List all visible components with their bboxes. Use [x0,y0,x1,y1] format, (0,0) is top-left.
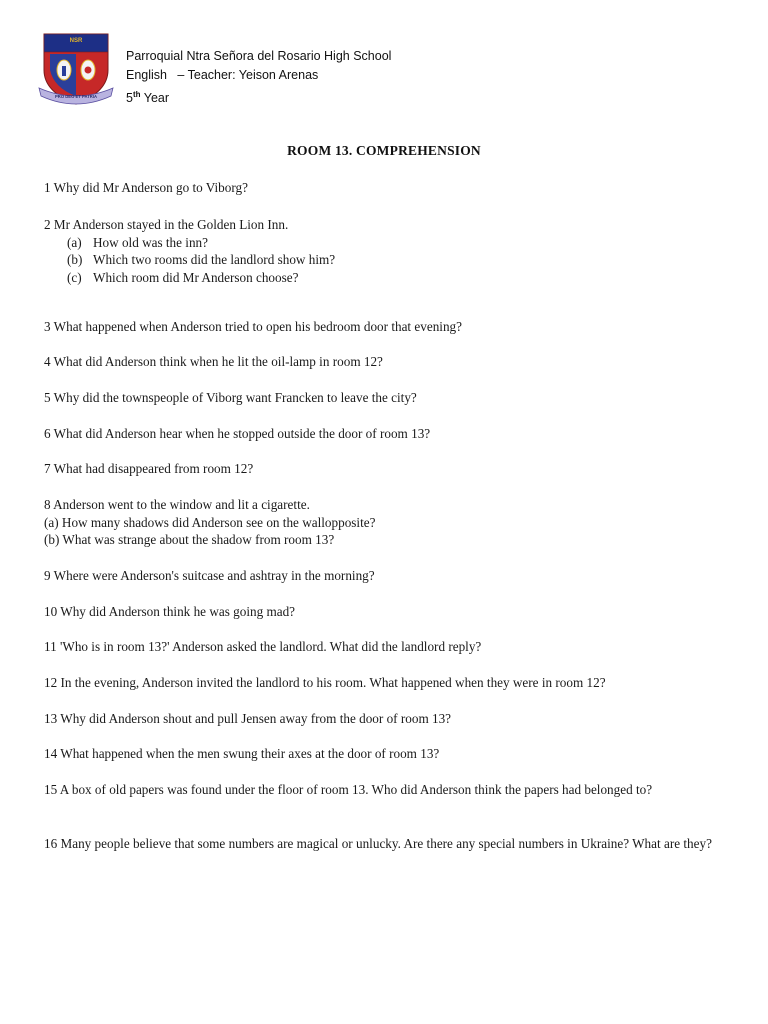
question-12 [44,674,734,692]
question-text: 3 What happened when Anderson tried to open his bedroom door that evening? [44,319,462,334]
question-text: 5 Why did the townspeople of Viborg want Francken to leave the city? [44,390,417,405]
page-title: ROOM 13. COMPREHENSION [287,143,481,158]
question-text: 7 What had disappeared from room 12? [44,461,254,476]
sub-text: How old was the inn? [93,234,209,250]
year-word: Year [143,91,170,106]
question-text: 6 What did Anderson hear when he stopped outside the door of room 13? [44,426,431,441]
question-text: 8 Anderson went to the window and lit a cigarette. [44,497,310,512]
question-text: 12 In the evening, Anderson invited the landlord to his room. What happened when they were in room 12? [44,675,606,690]
question-text: 14 What happened when the men swung their axes at the door of room 13? [44,746,440,761]
question-5 [44,389,734,407]
question-text: 13 Why did Anderson shout and pull Jensen away from the door of room 13? [44,711,452,726]
school-crest-logo [38,30,114,108]
crest-letters: NSR [69,38,83,44]
sub-label: (c) [67,269,82,285]
sub-text: Which room did Mr Anderson choose? [93,269,299,285]
question-text: 1 Why did Mr Anderson go to Viborg? [44,180,248,195]
year-superscript: th [132,90,141,99]
sub-text: Which two rooms did the landlord show him? [93,252,336,267]
question-6 [44,425,734,443]
sub-question-a [44,234,734,252]
school-name: Parroquial Ntra Señora del Rosario High School [126,49,392,63]
sub-label: (b) [67,252,83,267]
sub-question-c [44,269,734,287]
question-1 [44,179,734,197]
sub-label: (a) [67,234,82,250]
question-4 [44,353,734,371]
question-2 [44,216,734,286]
sub-question-b [44,251,734,269]
question-8 [44,496,734,549]
question-text: 10 Why did Anderson think he was going mad? [44,604,296,619]
year-number: 5 [126,91,133,106]
question-14 [44,745,734,763]
question-text: 16 Many people believe that some numbers are magical or unlucky. Are there any special numbers in Ukraine? What are they? [44,836,712,851]
sub-question-b: (b) What was strange about the shadow from room 13? [44,532,335,547]
question-text: 9 Where were Anderson's suitcase and ashtray in the morning? [44,568,375,583]
subject-teacher: English – Teacher: Yeison Arenas [126,68,319,82]
crest-banner-text: PRO DEO ET PATRIA [55,94,97,99]
question-7 [44,460,734,478]
question-16 [44,835,734,853]
question-text: 15 A box of old papers was found under the floor of room 13. Who did Anderson think the papers had belonged to? [44,782,653,797]
school-info [126,47,391,108]
question-text: 4 What did Anderson think when he lit the oil-lamp in room 12? [44,354,383,369]
document-header [36,30,736,112]
question-text: 2 Mr Anderson stayed in the Golden Lion Inn. [44,217,289,232]
question-13 [44,710,734,728]
question-text: 11 'Who is in room 13?' Anderson asked the landlord. What did the landlord reply? [44,639,482,654]
question-3 [44,318,734,336]
school-year [126,85,391,108]
question-11 [44,638,734,656]
sub-question-a: (a) How many shadows did Anderson see on the wallopposite? [44,514,376,530]
question-15 [44,781,734,799]
question-10 [44,603,734,621]
question-9 [44,567,734,585]
